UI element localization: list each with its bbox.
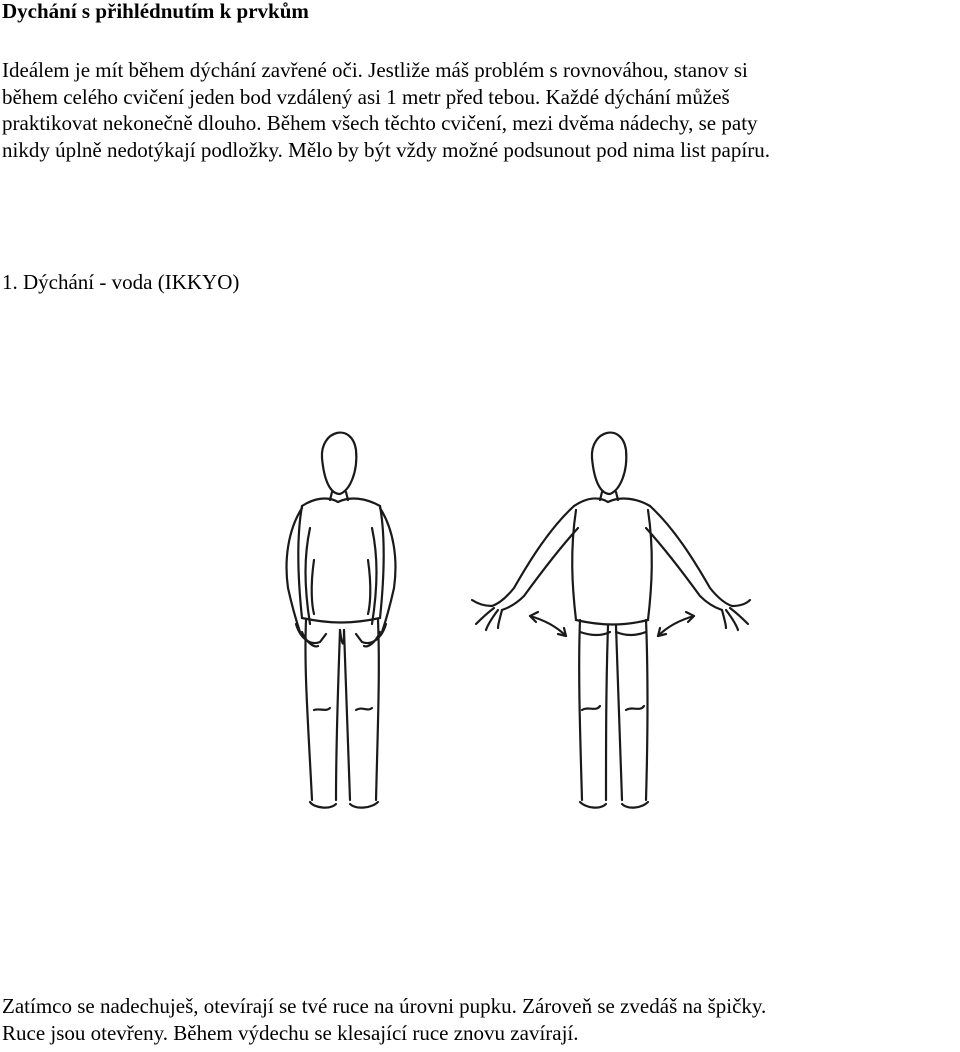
intro-line: praktikovat nekonečně dlouho. Během všech těchto cvičení, mezi dvěma nádechy, se paty xyxy=(2,111,758,135)
page-heading: Dychání s přihlédnutím k prvkům xyxy=(2,0,309,23)
breathing-exercise-illustration xyxy=(240,410,760,850)
figure-arms-opened xyxy=(472,433,750,808)
intro-paragraph xyxy=(2,57,960,163)
intro-line: během celého cvičení jeden bod vzdálený asi 1 metr před tebou. Každé dýchání můžeš xyxy=(2,84,730,109)
intro-line: nikdy úplně nedotýkají podložky. Mělo by být vždy možné podsunout pod nima list papíru. xyxy=(2,137,770,162)
intro-line: Ideálem je mít během dýchání zavřené oči. Jestliže máš problém s rovnováhou, stanov si xyxy=(2,58,748,82)
section-title: 1. Dýchání - voda (IKKYO) xyxy=(2,270,240,294)
caption-line: Ruce jsou otevřeny. Během výdechu se klesající ruce znovu zavírají. xyxy=(2,1021,579,1045)
figure-standing-hands-on-thighs xyxy=(287,433,396,808)
caption-paragraph xyxy=(2,993,960,1047)
caption-line: Zatímco se nadechuješ, otevírají se tvé ruce na úrovni pupku. Zároveň se zvedáš na špičky. xyxy=(2,994,767,1018)
